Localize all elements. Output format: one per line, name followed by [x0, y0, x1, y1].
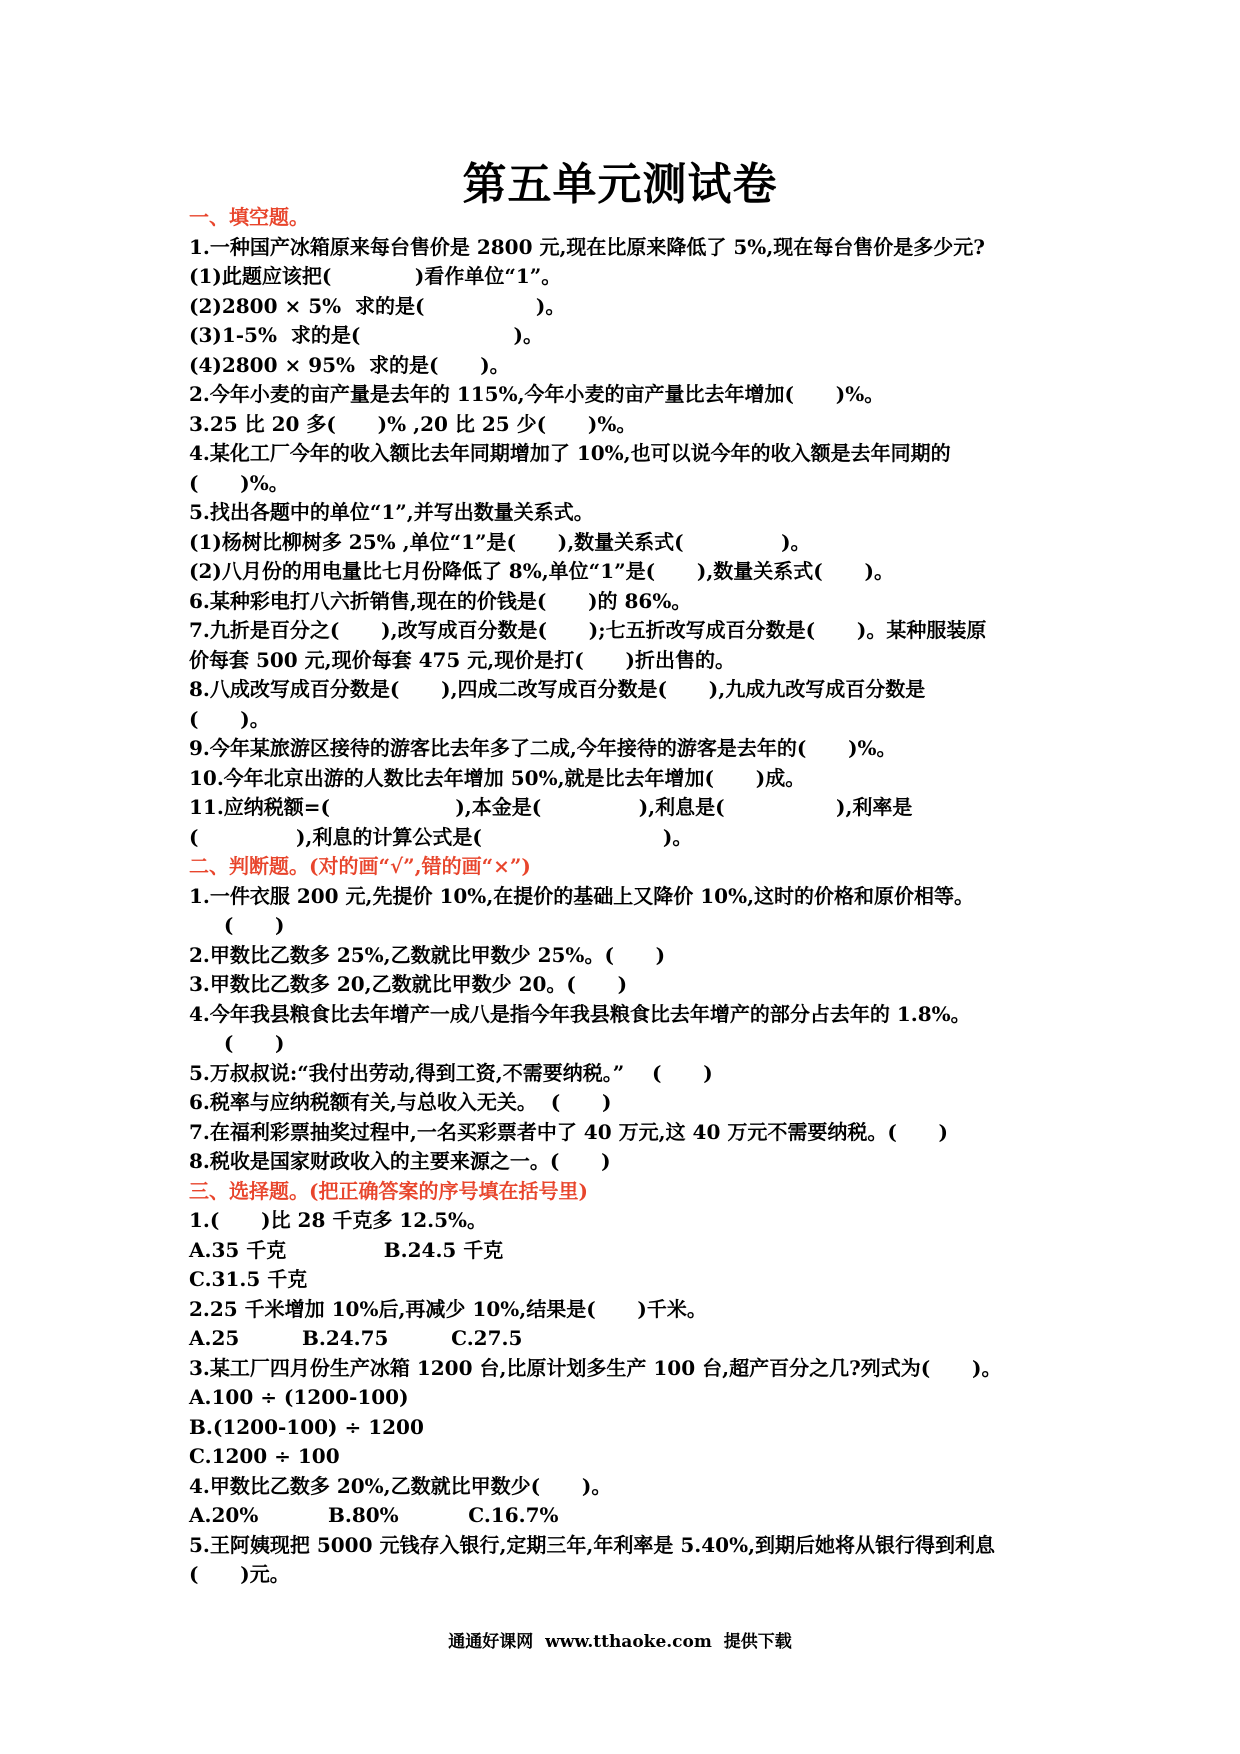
question-line: 5.找出各题中的单位“1”,并写出数量关系式。 — [189, 500, 594, 524]
footer-text: 通通好课网 www.tthaoke.com 提供下载 — [448, 1632, 792, 1652]
worksheet-content — [189, 203, 1069, 1590]
question-line: 2.25 千米增加 10%后,再减少 10%,结果是( )千米。 — [189, 1296, 707, 1321]
question-line: 8.八成改写成百分数是( ),四成二改写成百分数是( ),九成九改写成百分数是 — [189, 677, 926, 701]
question-line: ( ),利息的计算公式是( )。 — [189, 824, 693, 849]
question-line: (1)此题应该把( )看作单位“1”。 — [189, 264, 562, 288]
question-line: 3.25 比 20 多( )% ,20 比 25 少( )%。 — [189, 411, 637, 436]
question-line: C.1200 ÷ 100 — [189, 1444, 340, 1468]
question-line: (1)杨树比柳树多 25% ,单位“1”是( ),数量关系式( )。 — [189, 529, 811, 554]
question-line: 7.九折是百分之( ),改写成百分数是( );七五折改写成百分数是( )。某种服装原 — [189, 618, 987, 642]
question-line: 6.税率与应纳税额有关,与总收入无关。 ( ) — [189, 1090, 612, 1114]
question-line: 7.在福利彩票抽奖过程中,一名买彩票者中了 40 万元,这 40 万元不需要纳税。( ) — [189, 1119, 949, 1144]
question-line: 价每套 500 元,现价每套 475 元,现价是打( )折出售的。 — [189, 647, 735, 672]
question-line: 5.王阿姨现把 5000 元钱存入银行,定期三年,年利率是 5.40%,到期后她将从银行得到利息 — [189, 1532, 996, 1557]
question-line: ( )%。 — [189, 470, 289, 495]
question-line: (3)1-5% 求的是( )。 — [189, 323, 544, 347]
question-line: 1.一件衣服 200 元,先提价 10%,在提价的基础上又降价 10%,这时的价格和原价相等。 — [189, 883, 975, 908]
section-heading: 一、填空题。 — [189, 205, 309, 229]
question-line: 3.甲数比乙数多 20,乙数就比甲数少 20。( ) — [189, 972, 628, 996]
question-line: A.25 B.24.75 C.27.5 — [189, 1326, 523, 1350]
question-line: ( ) — [189, 1031, 285, 1055]
question-line: A.100 ÷ (1200-100) — [189, 1385, 409, 1409]
question-line: 8.税收是国家财政收入的主要来源之一。( ) — [189, 1149, 611, 1173]
question-line: 2.甲数比乙数多 25%,乙数就比甲数少 25%。( ) — [189, 942, 666, 967]
question-line: 9.今年某旅游区接待的游客比去年多了二成,今年接待的游客是去年的( )%。 — [189, 736, 897, 760]
question-line: 10.今年北京出游的人数比去年增加 50%,就是比去年增加( )成。 — [189, 765, 806, 790]
section-heading: 二、判断题。(对的画“√”,错的画“×”) — [189, 854, 531, 878]
page-title: 第五单元测试卷 — [462, 159, 778, 210]
question-line: 1.( )比 28 千克多 12.5%。 — [189, 1208, 488, 1232]
question-line: 4.甲数比乙数多 20%,乙数就比甲数少( )。 — [189, 1473, 612, 1498]
question-line: 5.万叔叔说:“我付出劳动,得到工资,不需要纳税。” ( ) — [189, 1060, 713, 1085]
question-line: ( ) — [189, 913, 285, 937]
question-line: 4.今年我县粮食比去年增产一成八是指今年我县粮食比去年增产的部分占去年的 1.8%。 — [189, 1001, 971, 1026]
question-line: (2)八月份的用电量比七月份降低了 8%,单位“1”是( ),数量关系式( )。 — [189, 559, 894, 583]
section-heading: 三、选择题。(把正确答案的序号填在括号里) — [189, 1178, 588, 1203]
question-line: 1.一种国产冰箱原来每台售价是 2800 元,现在比原来降低了 5%,现在每台售价是多少元? — [189, 234, 985, 259]
question-line: ( )元。 — [189, 1562, 290, 1586]
question-line: 4.某化工厂今年的收入额比去年同期增加了 10%,也可以说今年的收入额是去年同期的 — [189, 441, 951, 465]
question-line: 6.某种彩电打八六折销售,现在的价钱是( )的 86%。 — [189, 588, 692, 613]
question-line: ( )。 — [189, 706, 270, 731]
question-line: A.35 千克 B.24.5 千克 — [189, 1237, 504, 1262]
question-line: 3.某工厂四月份生产冰箱 1200 台,比原计划多生产 100 台,超产百分之几?列式为( )。 — [189, 1355, 1002, 1380]
question-line: B.(1200-100) ÷ 1200 — [189, 1414, 424, 1439]
question-line: 2.今年小麦的亩产量是去年的 115%,今年小麦的亩产量比去年增加( )%。 — [189, 382, 885, 406]
question-line: (4)2800 × 95% 求的是( )。 — [189, 352, 510, 377]
question-line: C.31.5 千克 — [189, 1267, 308, 1291]
question-line: A.20% B.80% C.16.7% — [189, 1503, 559, 1527]
question-line: (2)2800 × 5% 求的是( )。 — [189, 293, 566, 318]
question-line: 11.应纳税额=( ),本金是( ),利息是( ),利率是 — [189, 795, 913, 819]
